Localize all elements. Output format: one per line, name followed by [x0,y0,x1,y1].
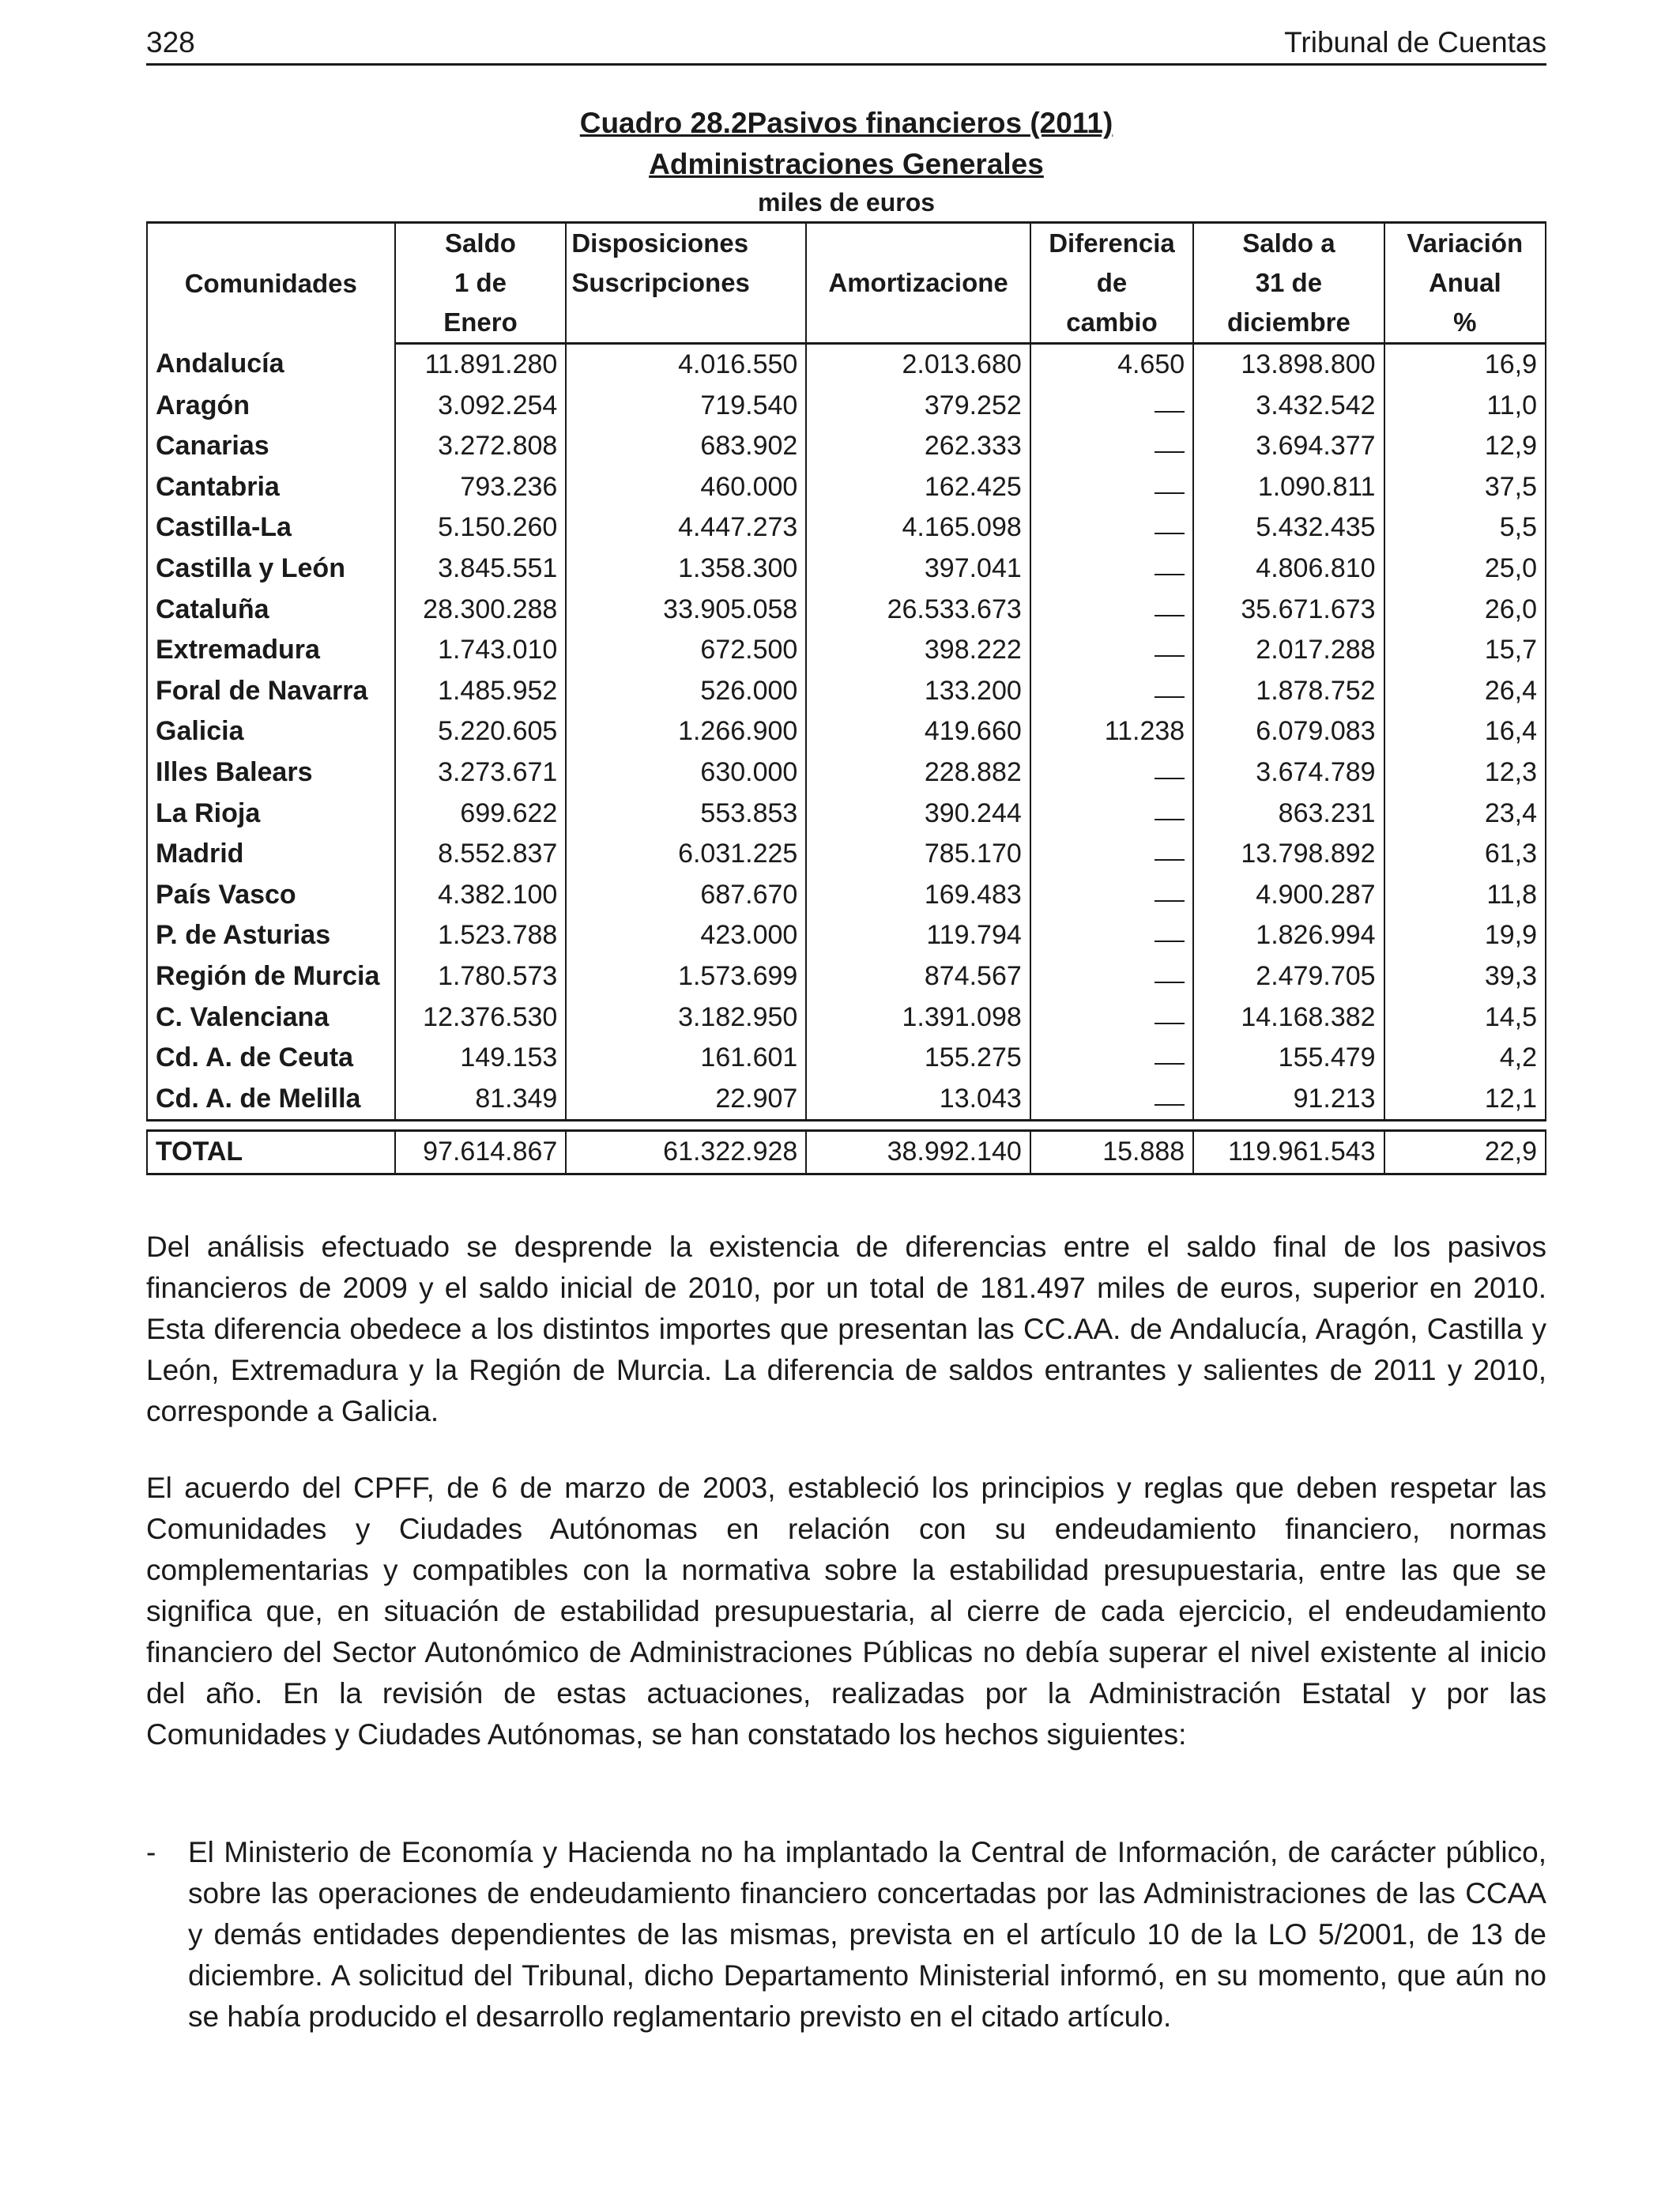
cell-diferencia-empty [1030,590,1193,631]
dash-mark [1155,386,1185,413]
cell-diferencia: 4.650 [1030,344,1193,386]
dash-mark [1155,426,1185,453]
table-row [147,507,1546,548]
publisher-name: Tribunal de Cuentas [1284,26,1546,58]
cell-saldo-enero: 1.743.010 [395,630,567,671]
cell-amortizacion: 119.794 [806,915,1030,956]
cell-name: Canarias [147,426,395,467]
cell-variacion: 5,5 [1384,507,1546,548]
header-variacion-1: Variación [1384,223,1546,264]
table-total [147,1121,1546,1174]
cell-amortizacion: 155.275 [806,1038,1030,1079]
table-subtitle: Administraciones Generales [649,148,1044,180]
cell-variacion: 16,9 [1384,344,1546,386]
cell-name: Cd. A. de Melilla [147,1079,395,1121]
dash-mark [1155,875,1185,902]
cell-saldo-dic: 13.798.892 [1193,834,1384,875]
cell-total-saldo-dic: 119.961.543 [1193,1131,1384,1174]
cell-name: La Rioja [147,794,395,835]
dash-mark [1155,671,1185,698]
cell-disposiciones: 423.000 [566,915,806,956]
cell-saldo-enero: 699.622 [395,794,567,835]
cell-amortizacion: 2.013.680 [806,344,1030,386]
cell-disposiciones: 687.670 [566,875,806,916]
cell-diferencia-empty [1030,752,1193,794]
cell-disposiciones: 719.540 [566,386,806,427]
table-row [147,548,1546,590]
cell-disposiciones: 33.905.058 [566,590,806,631]
paragraph-analysis: Del análisis efectuado se desprende la existencia de diferencias entre el saldo final de los pasivos financieros de 2009 y el saldo inicial de 2010, por un total de 181.497 miles de euros, superior en 2010. Esta diferencia obedece a los distintos importes que presentan las CC.AA. de Andalucía, Aragón, Castilla y León, Extremadura y la Región de Murcia. La diferencia de saldos entrantes y salientes de 2011 y 2010, corresponde a Galicia. [146,1231,1546,1427]
dash-mark [1155,915,1185,942]
cell-saldo-dic: 13.898.800 [1193,344,1384,386]
cell-variacion: 15,7 [1384,630,1546,671]
cell-saldo-enero: 5.220.605 [395,711,567,752]
cell-diferencia-empty [1030,956,1193,997]
cell-diferencia-empty [1030,997,1193,1039]
cell-name: País Vasco [147,875,395,916]
cell-name: Región de Murcia [147,956,395,997]
cell-saldo-enero: 3.845.551 [395,548,567,590]
table-row [147,426,1546,467]
dash-mark [1155,997,1185,1024]
cell-saldo-dic: 3.694.377 [1193,426,1384,467]
header-saldo-dic-2: 31 de [1193,263,1384,303]
cell-amortizacion: 397.041 [806,548,1030,590]
cell-variacion: 12,1 [1384,1079,1546,1121]
header-variacion-2: Anual [1384,263,1546,303]
cell-diferencia-empty [1030,507,1193,548]
cell-saldo-enero: 28.300.288 [395,590,567,631]
cell-amortizacion: 162.425 [806,467,1030,508]
cell-total-diferencia: 15.888 [1030,1131,1193,1174]
liabilities-table [146,221,1546,1175]
header-saldo-dic-1: Saldo a [1193,223,1384,264]
cell-total-amortizacion: 38.992.140 [806,1131,1030,1174]
header-diferencia-1: Diferencia [1030,223,1193,264]
cell-amortizacion: 390.244 [806,794,1030,835]
bullet-dash: - [146,1836,156,1868]
cell-saldo-enero: 3.092.254 [395,386,567,427]
cell-disposiciones: 553.853 [566,794,806,835]
cell-diferencia-empty [1030,548,1193,590]
cell-saldo-enero: 8.552.837 [395,834,567,875]
cell-disposiciones: 22.907 [566,1079,806,1121]
dash-mark [1155,794,1185,820]
cell-diferencia-empty [1030,671,1193,712]
header-amortizacion-blank [806,223,1030,264]
cell-variacion: 61,3 [1384,834,1546,875]
cell-amortizacion: 1.391.098 [806,997,1030,1039]
cell-disposiciones: 672.500 [566,630,806,671]
cell-total-variacion: 22,9 [1384,1131,1546,1174]
dash-mark [1155,590,1185,616]
cell-diferencia-empty [1030,467,1193,508]
cell-saldo-dic: 4.806.810 [1193,548,1384,590]
cell-disposiciones: 1.266.900 [566,711,806,752]
table-row [147,875,1546,916]
cell-name: Illes Balears [147,752,395,794]
cell-saldo-enero: 1.523.788 [395,915,567,956]
cell-saldo-dic: 6.079.083 [1193,711,1384,752]
table-row [147,711,1546,752]
dash-mark [1155,548,1185,575]
bullet-text: El Ministerio de Economía y Hacienda no ha implantado la Central de Información, de carácter público, sobre las operaciones de endeudamiento financiero concertadas por las Administraciones de las CCAA y demás entidades dependientes de las mismas, prevista en el artículo 10 de la LO 5/2001, de 13 de diciembre. A solicitud del Tribunal, dicho Departamento Ministerial informó, en su momento, que aún no se había producido el desarrollo reglamentario previsto en el citado artículo. [188,1836,1546,2033]
cell-name: Madrid [147,834,395,875]
cell-amortizacion: 785.170 [806,834,1030,875]
cell-saldo-enero: 793.236 [395,467,567,508]
cell-amortizacion: 262.333 [806,426,1030,467]
table-row [147,915,1546,956]
cell-saldo-dic: 2.479.705 [1193,956,1384,997]
cell-amortizacion: 379.252 [806,386,1030,427]
table-row [147,834,1546,875]
table-row [147,630,1546,671]
cell-disposiciones: 683.902 [566,426,806,467]
cell-variacion: 37,5 [1384,467,1546,508]
header-amortizacion-blank-2 [806,303,1030,344]
cell-disposiciones: 460.000 [566,467,806,508]
cell-amortizacion: 169.483 [806,875,1030,916]
cell-disposiciones: 1.358.300 [566,548,806,590]
header-saldo-enero-3: Enero [395,303,567,344]
cell-amortizacion: 133.200 [806,671,1030,712]
cell-disposiciones: 4.447.273 [566,507,806,548]
header-saldo-enero-1: Saldo [395,223,567,264]
header-diferencia-2: de [1030,263,1193,303]
cell-diferencia: 11.238 [1030,711,1193,752]
cell-total-disposiciones: 61.322.928 [566,1131,806,1174]
cell-variacion: 19,9 [1384,915,1546,956]
cell-saldo-dic: 35.671.673 [1193,590,1384,631]
cell-diferencia-empty [1030,915,1193,956]
cell-name: Galicia [147,711,395,752]
cell-diferencia-empty [1030,386,1193,427]
cell-saldo-dic: 3.432.542 [1193,386,1384,427]
cell-variacion: 11,8 [1384,875,1546,916]
dash-mark [1155,507,1185,534]
header-amortizacion: Amortizacione [806,263,1030,303]
table-row [147,467,1546,508]
table-row [147,344,1546,386]
cell-diferencia-empty [1030,875,1193,916]
table-title: Cuadro 28.2Pasivos financieros (2011) [579,107,1113,139]
header-diferencia-3: cambio [1030,303,1193,344]
cell-amortizacion: 398.222 [806,630,1030,671]
cell-name: Cantabria [147,467,395,508]
cell-diferencia-empty [1030,426,1193,467]
cell-disposiciones: 3.182.950 [566,997,806,1039]
cell-saldo-enero: 11.891.280 [395,344,567,386]
cell-disposiciones: 526.000 [566,671,806,712]
cell-variacion: 16,4 [1384,711,1546,752]
cell-total-saldo-enero: 97.614.867 [395,1131,567,1174]
cell-saldo-dic: 5.432.435 [1193,507,1384,548]
header-comunidades: Comunidades [147,223,395,344]
cell-disposiciones: 6.031.225 [566,834,806,875]
cell-diferencia-empty [1030,630,1193,671]
cell-variacion: 26,0 [1384,590,1546,631]
cell-variacion: 11,0 [1384,386,1546,427]
table-row [147,956,1546,997]
cell-total-label: TOTAL [147,1131,395,1174]
cell-amortizacion: 13.043 [806,1079,1030,1121]
cell-variacion: 12,9 [1384,426,1546,467]
cell-amortizacion: 874.567 [806,956,1030,997]
cell-saldo-dic: 1.878.752 [1193,671,1384,712]
header-disposiciones-2: Suscripciones [566,263,806,303]
cell-name: Cd. A. de Ceuta [147,1038,395,1079]
cell-saldo-enero: 149.153 [395,1038,567,1079]
cell-saldo-enero: 1.780.573 [395,956,567,997]
dash-mark [1155,834,1185,861]
cell-saldo-enero: 12.376.530 [395,997,567,1039]
table-row [147,386,1546,427]
table-titles [146,103,1546,220]
header-variacion-3: % [1384,303,1546,344]
cell-variacion: 26,4 [1384,671,1546,712]
dash-mark [1155,1079,1185,1106]
dash-mark [1155,956,1185,983]
cell-diferencia-empty [1030,1038,1193,1079]
cell-saldo-dic: 2.017.288 [1193,630,1384,671]
cell-saldo-enero: 4.382.100 [395,875,567,916]
cell-saldo-dic: 1.826.994 [1193,915,1384,956]
cell-name: P. de Asturias [147,915,395,956]
cell-variacion: 14,5 [1384,997,1546,1039]
dash-mark [1155,1038,1185,1065]
cell-amortizacion: 228.882 [806,752,1030,794]
cell-name: Cataluña [147,590,395,631]
cell-amortizacion: 26.533.673 [806,590,1030,631]
header-saldo-enero-2: 1 de [395,263,567,303]
dash-mark [1155,630,1185,657]
table-row [147,794,1546,835]
cell-name: Foral de Navarra [147,671,395,712]
cell-diferencia-empty [1030,834,1193,875]
cell-diferencia-empty [1030,1079,1193,1121]
table-row [147,671,1546,712]
header-disposiciones-1: Disposiciones [566,223,806,264]
cell-saldo-enero: 3.272.808 [395,426,567,467]
cell-saldo-dic: 14.168.382 [1193,997,1384,1039]
cell-variacion: 4,2 [1384,1038,1546,1079]
total-row [147,1131,1546,1174]
cell-saldo-dic: 155.479 [1193,1038,1384,1079]
cell-variacion: 25,0 [1384,548,1546,590]
header-saldo-dic-3: diciembre [1193,303,1384,344]
cell-variacion: 12,3 [1384,752,1546,794]
cell-saldo-enero: 3.273.671 [395,752,567,794]
cell-amortizacion: 419.660 [806,711,1030,752]
table-row [147,1038,1546,1079]
cell-saldo-dic: 863.231 [1193,794,1384,835]
cell-variacion: 23,4 [1384,794,1546,835]
paragraph-cpff: El acuerdo del CPFF, de 6 de marzo de 2003, estableció los principios y reglas que deben respetar las Comunidades y Ciudades Autónomas en relación con su endeudamiento financiero, normas complementarias y compatibles con la normativa sobre la estabilidad presupuestaria, entre las que se significa que, en situación de estabilidad presupuestaria, al cierre de cada ejercicio, el endeudamiento financiero del Sector Autonómico de Administraciones Públicas no debía superar el nivel existente al inicio del año. En la revisión de estas actuaciones, realizadas por la Administración Estatal y por las Comunidades y Ciudades Autónomas, se han constatado los hechos siguientes: [146,1472,1546,1751]
cell-saldo-enero: 81.349 [395,1079,567,1121]
table-body [147,344,1546,1121]
cell-saldo-dic: 1.090.811 [1193,467,1384,508]
table-row [147,590,1546,631]
cell-disposiciones: 161.601 [566,1038,806,1079]
table-units: miles de euros [757,188,936,217]
table-spacer [147,1121,1546,1131]
cell-disposiciones: 1.573.699 [566,956,806,997]
header-disposiciones-blank [566,303,806,344]
cell-variacion: 39,3 [1384,956,1546,997]
cell-name: Extremadura [147,630,395,671]
cell-diferencia-empty [1030,794,1193,835]
cell-disposiciones: 630.000 [566,752,806,794]
cell-amortizacion: 4.165.098 [806,507,1030,548]
cell-name: Andalucía [147,344,395,386]
cell-name: Castilla-La [147,507,395,548]
table-row [147,1079,1546,1121]
cell-disposiciones: 4.016.550 [566,344,806,386]
table-row [147,752,1546,794]
cell-name: Aragón [147,386,395,427]
page-number: 328 [146,26,195,58]
cell-saldo-enero: 1.485.952 [395,671,567,712]
cell-saldo-enero: 5.150.260 [395,507,567,548]
dash-mark [1155,467,1185,494]
dash-mark [1155,752,1185,779]
cell-saldo-dic: 3.674.789 [1193,752,1384,794]
cell-saldo-dic: 4.900.287 [1193,875,1384,916]
cell-saldo-dic: 91.213 [1193,1079,1384,1121]
page-header [146,22,1546,66]
table-row [147,997,1546,1039]
bullet-item [146,1832,1546,2038]
cell-name: Castilla y León [147,548,395,590]
cell-name: C. Valenciana [147,997,395,1039]
